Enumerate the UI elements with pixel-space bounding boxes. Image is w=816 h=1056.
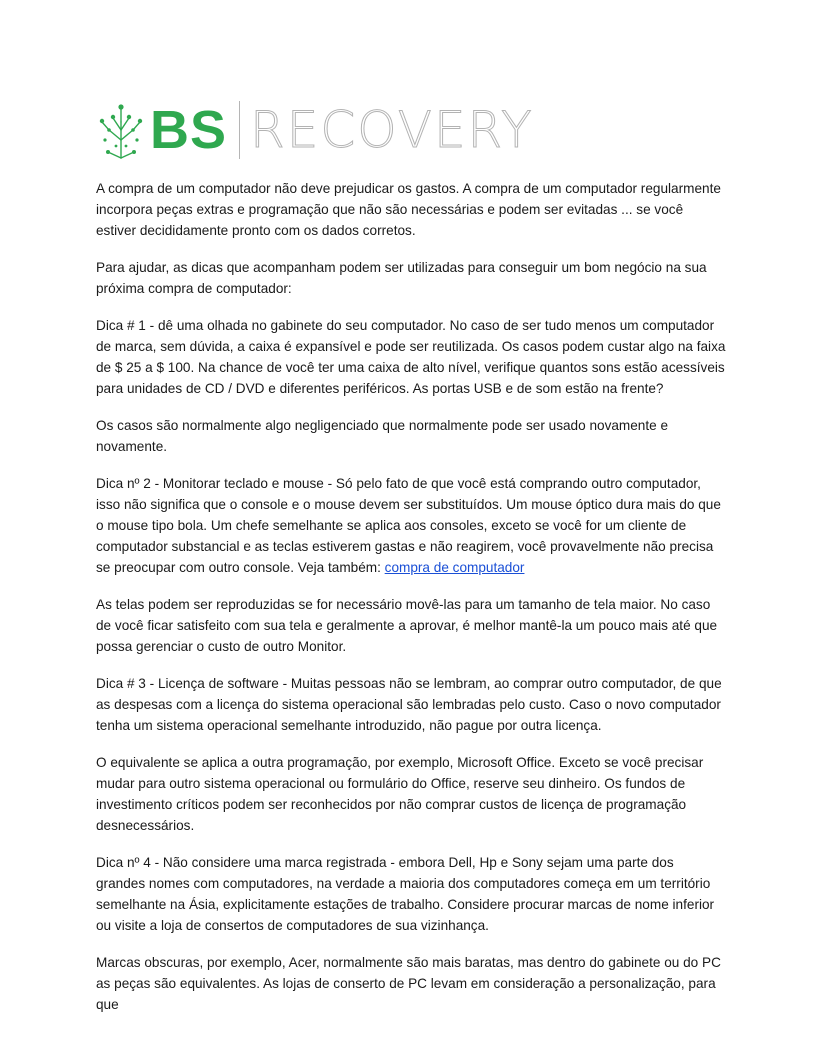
computer-purchase-link[interactable]: compra de computador: [384, 560, 525, 575]
logo-word-text: RECOVERY: [250, 101, 534, 159]
paragraph-6: As telas podem ser reproduzidas se for necessário movê-las para um tamanho de tela maior. No caso de você ficar satisfeito com sua tela e geralmente a aprovar, é melhor mantê-la um pouco mais até que possa gerenciar o custo de outro Monitor.: [96, 597, 718, 654]
paragraph-4: Os casos são normalmente algo negligenciado que normalmente pode ser usado novamente e novamente.: [96, 418, 669, 454]
paragraph-5: [96, 473, 726, 578]
paragraph-2: Para ajudar, as dicas que acompanham podem ser utilizadas para conseguir um bom negócio na sua próxima compra de computador:: [96, 260, 707, 296]
paragraph-3: Dica # 1 - dê uma olhada no gabinete do seu computador. No caso de ser tudo menos um computador de marca, sem dúvida, a caixa é expansível e pode ser reutilizada. Os casos podem custar algo na faixa de $ 25 a $ 100. Na chance de você ter uma caixa de alto nível, verifique quantos sons estão acessíveis para unidades de CD / DVD e diferentes periféricos. As portas USB e de som estão na frente?: [96, 318, 726, 396]
paragraph-5-text: Dica nº 2 - Monitorar teclado e mouse - Só pelo fato de que você está comprando outro computador, isso não significa que o console e o mouse devem ser substituídos. Um mouse óptico dura mais do que o mouse tipo bola. Um chefe semelhante se aplica aos consoles, exceto se você for um cliente de computador substancial e as teclas estiverem gastas e não reagirem, você provavelmente não precisa se preocupar com outro console. Veja também:: [96, 476, 721, 575]
logo-divider: [239, 101, 240, 159]
paragraph-7: Dica # 3 - Licença de software - Muitas pessoas não se lembram, ao comprar outro computador, de que as despesas com a licença do sistema operacional são lembradas pelo custo. Caso o novo computador tenha um sistema operacional semelhante introduzido, não pague por outra licença.: [96, 676, 722, 733]
paragraph-1: A compra de um computador não deve prejudicar os gastos. A compra de um computador regularmente incorpora peças extras e programação que não são necessárias e podem ser evitadas ... se você estiver decididamente pronto com os dados corretos.: [96, 181, 721, 238]
logo-brand-text: BS: [150, 100, 228, 160]
article-body: [96, 178, 726, 1031]
paragraph-8: O equivalente se aplica a outra programação, por exemplo, Microsoft Office. Exceto se você precisar mudar para outro sistema operacional ou formulário do Office, reserve seu dinheiro. Os fundos de investimento críticos podem ser reconhecidos por não comprar custos de licença de programação desnecessários.: [96, 755, 704, 833]
logo: [96, 98, 556, 162]
tree-circuit-icon: [96, 100, 146, 160]
paragraph-9: Dica nº 4 - Não considere uma marca registrada - embora Dell, Hp e Sony sejam uma parte dos grandes nomes com computadores, na verdade a maioria dos computadores começa em um território semelhante na Ásia, explicitamente estações de trabalho. Considere procurar marcas de nome inferior ou visite a loja de consertos de computadores de sua vizinhança.: [96, 855, 715, 933]
paragraph-10: Marcas obscuras, por exemplo, Acer, normalmente são mais baratas, mas dentro do gabinete ou do PC as peças são equivalentes. As lojas de conserto de PC levam em consideração a personalização, para que: [96, 955, 721, 1012]
